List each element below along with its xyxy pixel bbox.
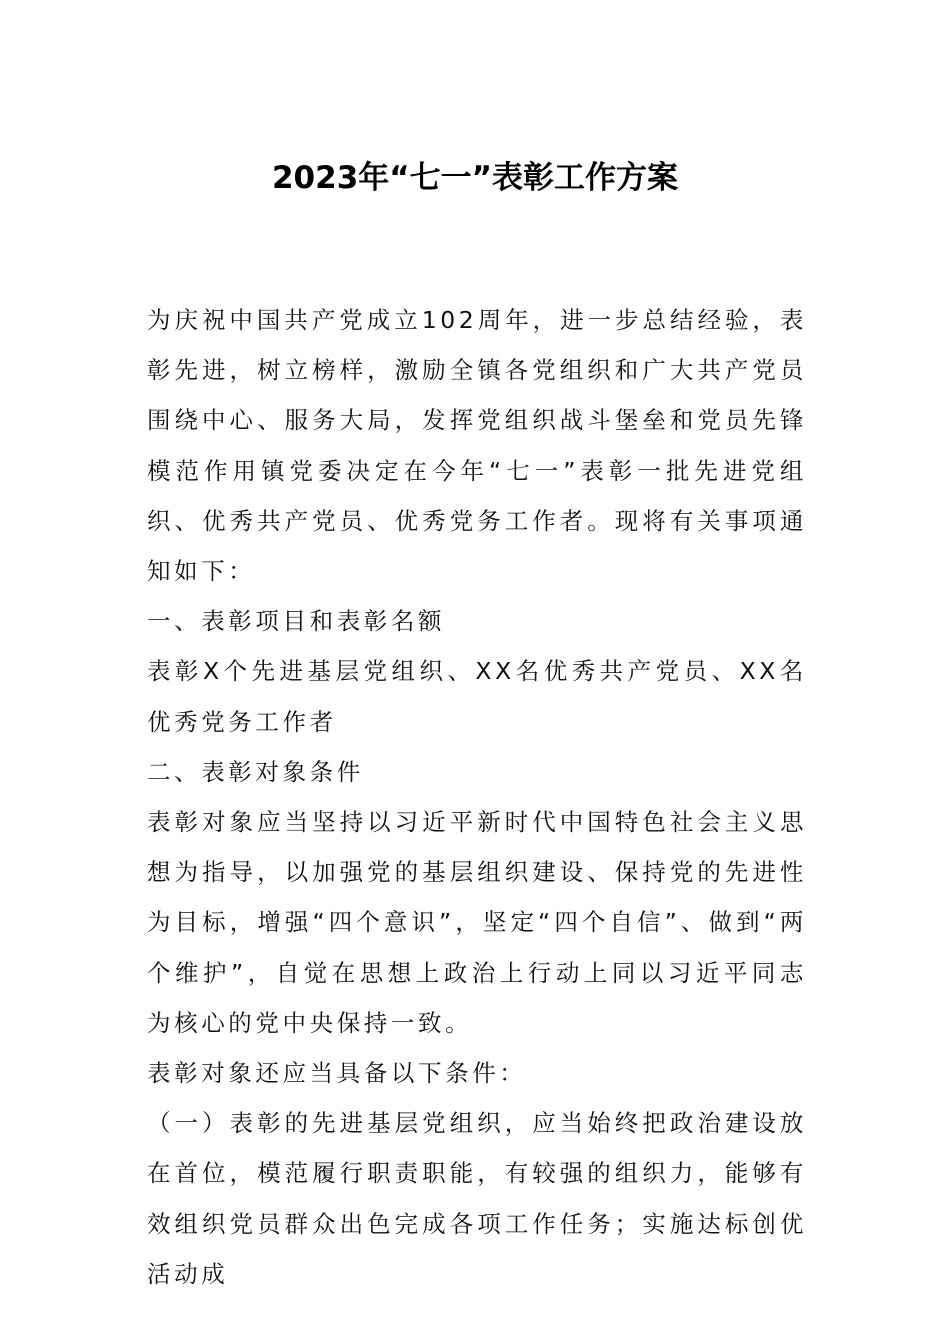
intro-paragraph: 为庆祝中国共产党成立102周年，进一步总结经验，表彰先进，树立榜样，激励全镇各党组织和广大共产党员围绕中心、服务大局，发挥党组织战斗堡垒和党员先锋模范作用镇党委决定在今年“七一”表彰一批先进党组织、优秀共产党员、优秀党务工作者。现将有关事项通知如下： [147,306,807,586]
section-2-paragraph: 表彰对象应当坚持以习近平新时代中国特色社会主义思想为指导，以加强党的基层组织建设、保持党的先进性为目标，增强“四个意识”，坚定“四个自信”、做到“两个维护”，自觉在思想上政治上行动上同以习近平同志为核心的党中央保持一致。 [147,808,807,1037]
condition-item-1: （一）表彰的先进基层党组织，应当始终把政治建设放在首位，模范履行职责职能，有较强的组织力，能够有效组织党员群众出色完成各项工作任务；实施达标创优活动成 [147,1109,807,1288]
section-2-conditions-intro: 表彰对象还应当具备以下条件： [147,1059,527,1088]
document-body [147,295,807,1299]
section-1-content: 表彰X个先进基层党组织、XX名优秀共产党员、XX名优秀党务工作者 [147,657,807,736]
document-title: 2023年“七一”表彰工作方案 [271,160,679,196]
section-heading-1: 一、表彰项目和表彰名额 [147,607,446,636]
section-heading-2: 二、表彰对象条件 [147,757,364,786]
